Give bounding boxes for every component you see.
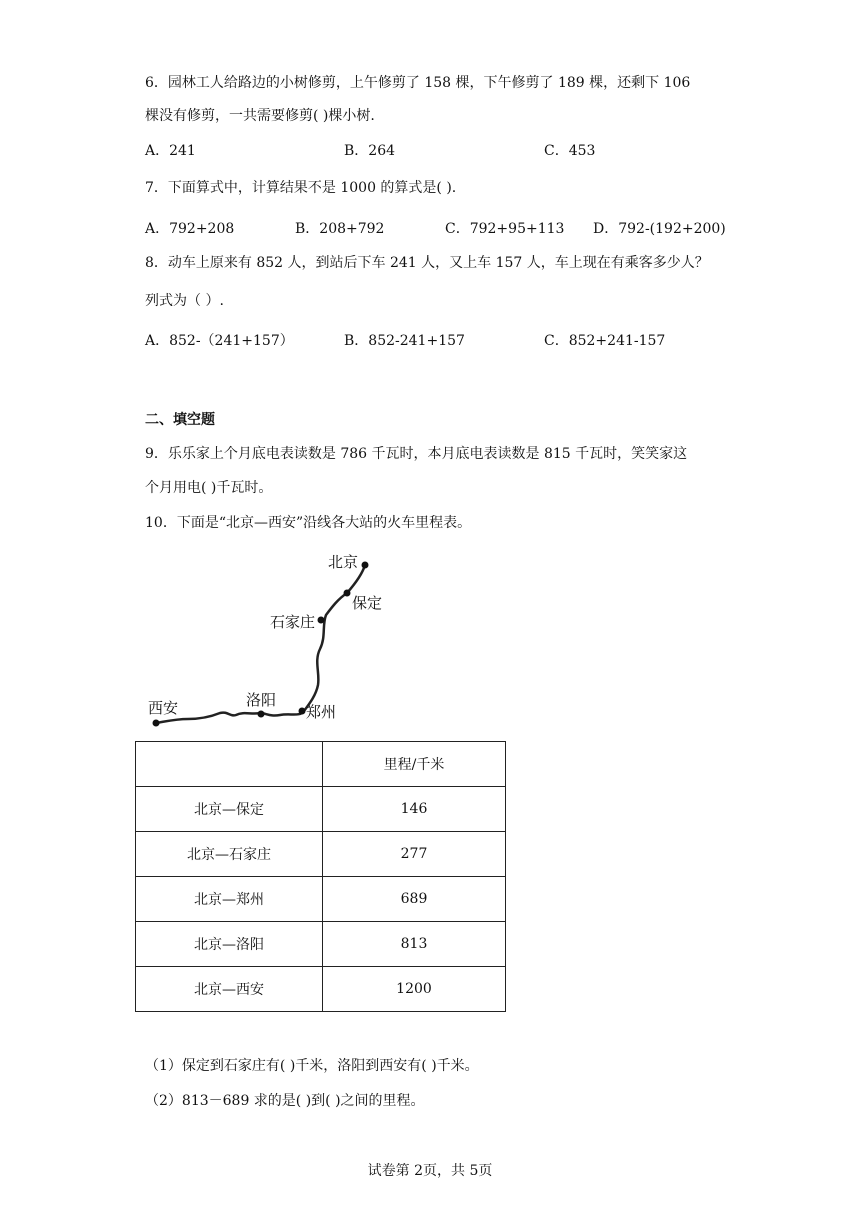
table-cell-distance: 146 xyxy=(323,787,506,832)
q8-option-b: B．852-241+157 xyxy=(344,333,465,349)
station-luoyang-dot xyxy=(258,711,265,718)
q8-stem-line1: 8．动车上原来有 852 人，到站后下车 241 人，又上车 157 人，车上现在有乘客多少人？ xyxy=(145,255,709,271)
q7-option-c: C．792+95+113 xyxy=(445,221,565,237)
table-header-cell xyxy=(136,742,323,787)
q10-sub1: （1）保定到石家庄有( )千米，洛阳到西安有( )千米。 xyxy=(145,1058,479,1074)
table-cell-route: 北京—西安 xyxy=(136,967,323,1012)
table-cell-distance: 1200 xyxy=(323,967,506,1012)
table-header-cell: 里程/千米 xyxy=(323,742,506,787)
table-row xyxy=(136,877,506,922)
q7-option-a: A．792+208 xyxy=(145,221,235,237)
label-baoding: 保定 xyxy=(352,594,383,612)
q9-stem-line1: 9．乐乐家上个月底电表读数是 786 千瓦时，本月底电表读数是 815 千瓦时，笑笑家这 xyxy=(145,446,688,462)
table-cell-route: 北京—洛阳 xyxy=(136,922,323,967)
table-cell-distance: 689 xyxy=(323,877,506,922)
page-footer: 试卷第 2页，共 5页 xyxy=(367,1163,493,1179)
label-luoyang: 洛阳 xyxy=(246,691,277,709)
station-beijing-dot xyxy=(362,562,369,569)
q6-option-b: B．264 xyxy=(344,143,396,159)
table-row xyxy=(136,787,506,832)
q10-sub2: （2）813－689 求的是( )到( )之间的里程。 xyxy=(145,1093,425,1109)
q6-stem-line2: 棵没有修剪，一共需要修剪( )棵小树. xyxy=(145,108,375,124)
label-xian: 西安 xyxy=(148,699,179,717)
table-cell-distance: 813 xyxy=(323,922,506,967)
table-cell-distance: 277 xyxy=(323,832,506,877)
table-row xyxy=(136,832,506,877)
q6-option-c: C．453 xyxy=(544,143,596,159)
q6-stem-line1: 6．园林工人给路边的小树修剪，上午修剪了 158 棵，下午修剪了 189 棵，还剩下 106 xyxy=(145,75,691,91)
q8-stem-line2: 列式为（ ）. xyxy=(145,293,224,309)
q8-option-a: A．852-（241+157） xyxy=(145,333,294,349)
station-xian-dot xyxy=(153,720,160,727)
q10-stem: 10．下面是“北京—西安”沿线各大站的火车里程表。 xyxy=(145,515,472,531)
station-zhengzhou-dot xyxy=(299,708,306,715)
mileage-table xyxy=(135,741,506,1012)
table-header-row xyxy=(136,742,506,787)
table-row xyxy=(136,922,506,967)
table-row xyxy=(136,967,506,1012)
table-cell-route: 北京—郑州 xyxy=(136,877,323,922)
q6-option-a: A．241 xyxy=(145,143,196,159)
q7-stem: 7．下面算式中，计算结果不是 1000 的算式是( ). xyxy=(145,180,457,196)
station-shijiazhuang-dot xyxy=(318,617,325,624)
q8-option-c: C．852+241-157 xyxy=(544,333,666,349)
label-shijiazhuang: 石家庄 xyxy=(270,613,316,631)
q7-option-b: B．208+792 xyxy=(295,221,385,237)
q9-stem-line2: 个月用电( )千瓦时。 xyxy=(145,480,273,496)
q7-option-d: D．792-(192+200) xyxy=(593,221,726,237)
section-title: 二、填空题 xyxy=(145,412,215,428)
table-cell-route: 北京—石家庄 xyxy=(136,832,323,877)
label-beijing: 北京 xyxy=(328,553,359,571)
label-zhengzhou: 郑州 xyxy=(306,703,337,721)
table-cell-route: 北京—保定 xyxy=(136,787,323,832)
station-baoding-dot xyxy=(344,590,351,597)
railway-route-map xyxy=(140,545,400,735)
